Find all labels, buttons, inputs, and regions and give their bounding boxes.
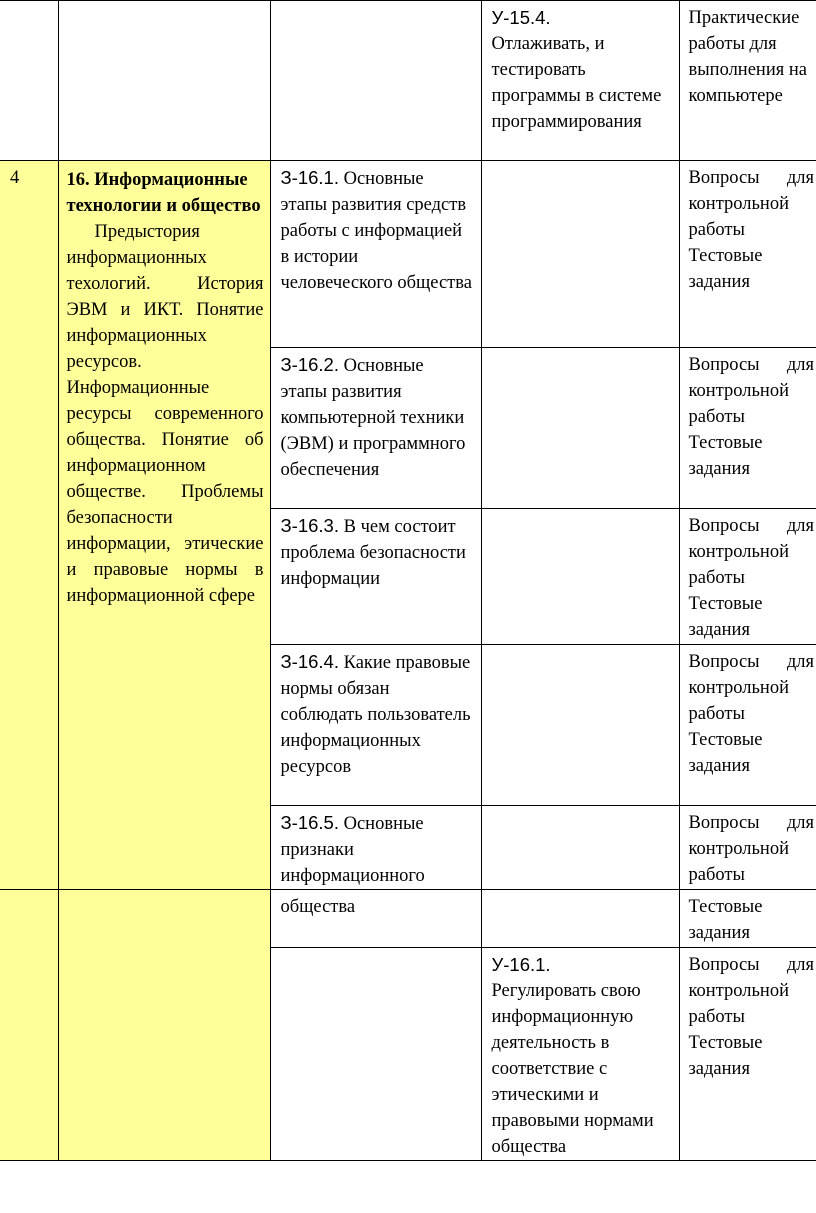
skill-cell-empty xyxy=(481,348,679,509)
skill-cell-empty xyxy=(481,161,679,348)
knowledge-text: общества xyxy=(280,897,356,917)
number-cell-empty xyxy=(0,1,58,161)
assessment-text: Вопросы для контрольной работы Тестовые задания xyxy=(688,516,814,640)
knowledge-cell-empty xyxy=(270,1,481,161)
knowledge-text: Какие правовые нормы обязан соблюдать пользователь информационных ресурсов xyxy=(280,653,471,777)
assessment-text: Практические работы для выполнения на компьютере xyxy=(688,8,807,106)
knowledge-text: Основные этапы развития средств работы с информацией в истории человеческого общества xyxy=(280,169,472,293)
knowledge-code: З-16.3. xyxy=(280,515,339,536)
knowledge-code: З-16.1. xyxy=(280,167,339,188)
section-topic-cell xyxy=(58,161,270,890)
knowledge-code: З-16.5. xyxy=(280,812,339,833)
skill-cell-empty xyxy=(481,890,679,948)
skill-code: У-16.1. xyxy=(491,954,551,975)
assessment-cell xyxy=(679,509,816,645)
assessment-cell xyxy=(679,1,816,161)
assessment-text: Вопросы для контрольной работы Тестовые задания xyxy=(688,355,814,479)
knowledge-cell xyxy=(270,161,481,348)
skill-cell-empty xyxy=(481,806,679,890)
knowledge-cell xyxy=(270,890,481,948)
table-row xyxy=(0,890,816,948)
knowledge-code: З-16.2. xyxy=(280,354,339,375)
assessment-cell xyxy=(679,806,816,890)
assessment-cell xyxy=(679,161,816,348)
topic-cell-empty xyxy=(58,1,270,161)
knowledge-text: Основные этапы развития компьютерной техники (ЭВМ) и программного обеспечения xyxy=(280,356,466,480)
assessment-cell xyxy=(679,948,816,1161)
knowledge-text: В чем состоит проблема безопасности информации xyxy=(280,517,466,589)
skill-cell xyxy=(481,1,679,161)
section-title: 16. Информационные технологии и общество xyxy=(66,170,261,216)
knowledge-cell xyxy=(270,509,481,645)
skill-cell xyxy=(481,948,679,1161)
assessment-text: Вопросы для контрольной работы Тестовые задания xyxy=(688,955,814,1079)
assessment-text: Вопросы для контрольной работы Тестовые задания xyxy=(688,652,814,776)
skill-text: Регулировать свою информационную деятельность в соответствие с этическими и правовыми нормами общества xyxy=(491,981,654,1157)
section-description: Предыстория информационных техологий. История ЭВМ и ИКТ. Понятие информационных ресурсов. Информационные ресурсы современного общества. Понятие об информационном обществе. Проблемы безопасности информации, этические и правовые нормы в информационной сфере xyxy=(66,222,264,606)
knowledge-cell xyxy=(270,348,481,509)
knowledge-cell xyxy=(270,645,481,806)
section-number-cell xyxy=(0,161,58,890)
section-number: 4 xyxy=(10,168,20,188)
section-number-cell-continued xyxy=(0,890,58,1161)
knowledge-cell xyxy=(270,806,481,890)
assessment-text: Вопросы для контрольной работы Тестовые задания xyxy=(688,168,814,292)
assessment-cell xyxy=(679,890,816,948)
knowledge-text: Основные признаки информационного xyxy=(280,814,425,886)
skill-text: Отлаживать, и тестировать программы в системе программирования xyxy=(491,34,662,132)
assessment-text: Вопросы для контрольной работы xyxy=(688,813,814,885)
section-topic-cell-continued xyxy=(58,890,270,1161)
knowledge-code: З-16.4. xyxy=(280,651,339,672)
table-row xyxy=(0,1,816,161)
knowledge-cell-empty xyxy=(270,948,481,1161)
skill-cell-empty xyxy=(481,509,679,645)
table-row xyxy=(0,161,816,348)
assessment-cell xyxy=(679,645,816,806)
assessment-text: Тестовые задания xyxy=(688,897,763,943)
skill-cell-empty xyxy=(481,645,679,806)
assessment-cell xyxy=(679,348,816,509)
skill-code: У-15.4. xyxy=(491,7,551,28)
